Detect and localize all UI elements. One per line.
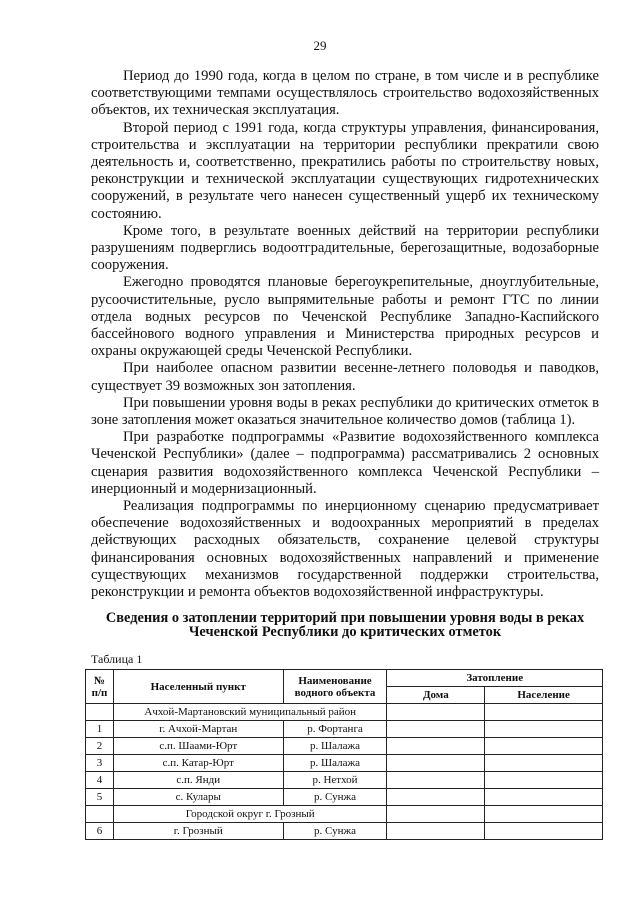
group-row (86, 704, 603, 721)
body-text (91, 68, 599, 601)
group-houses (387, 704, 485, 721)
table-caption: Таблица 1 (91, 652, 143, 666)
row-houses (387, 721, 485, 738)
table-row (86, 823, 603, 840)
row-houses (387, 755, 485, 772)
row-population (485, 755, 603, 772)
paragraph: Кроме того, в результате военных действий на территории республики разрушениям подверглись водоотградительные, берегозащитные, водозаборные сооружения. (91, 222, 599, 274)
row-settlement: г. Грозный (113, 823, 283, 840)
row-num: 3 (86, 755, 114, 772)
row-population (485, 823, 603, 840)
group-label: Городской округ г. Грозный (113, 806, 387, 823)
header-settlement: Населенный пункт (113, 670, 283, 704)
paragraph: При повышении уровня воды в реках республики до критических отметок в зоне затопления может оказаться значительное количество домов (таблица 1). (91, 394, 599, 429)
row-num: 1 (86, 721, 114, 738)
group-spacer (86, 806, 114, 823)
row-population (485, 721, 603, 738)
row-water-body: р. Нетхой (283, 772, 387, 789)
table-row (86, 721, 603, 738)
row-settlement: с. Кулары (113, 789, 283, 806)
row-water-body: р. Сунжа (283, 823, 387, 840)
group-houses (387, 806, 485, 823)
row-houses (387, 772, 485, 789)
header-flooding: Затопление (387, 670, 603, 687)
row-num: 2 (86, 738, 114, 755)
paragraph: Второй период с 1991 года, когда структуры управления, финансирования, строительства и эксплуатации на территории республики прекратили свою деятельность и, соответственно, прекратились работы по строительству новых, реконструкции и технической эксплуатации существующих гидротехнических сооружений, в результате чего нанесен существенный ущерб их техническому состоянию. (91, 119, 599, 222)
row-num: 5 (86, 789, 114, 806)
row-water-body: р. Сунжа (283, 789, 387, 806)
header-houses: Дома (387, 687, 485, 704)
flooding-table (85, 669, 603, 840)
header-water-body: Наименование водного объекта (283, 670, 387, 704)
table-row (86, 755, 603, 772)
group-spacer (86, 704, 114, 721)
page-number: 29 (313, 38, 327, 53)
paragraph: Период до 1990 года, когда в целом по стране, в том числе и в республике соответствующими темпами осуществлялось строительство водохозяйственных объектов, их техническая эксплуатация. (91, 68, 599, 119)
table-row (86, 789, 603, 806)
paragraph: Реализация подпрограммы по инерционному сценарию предусматривает обеспечение водохозяйственных и водоохранных мероприятий в пределах действующих расходных обязательств, сохранение целевой структуры финансирования основных водохозяйственных направлений и применение существующих механизмов государственной поддержки строительства, реконструкции и ремонта объектов водохозяйственной инфраструктуры. (91, 498, 599, 601)
header-num: № п/п (86, 670, 114, 704)
row-settlement: с.п. Катар-Юрт (113, 755, 283, 772)
group-label: Ачхой-Мартановский муниципальный район (113, 704, 387, 721)
row-water-body: р. Фортанга (283, 721, 387, 738)
group-row (86, 806, 603, 823)
row-population (485, 738, 603, 755)
row-population (485, 789, 603, 806)
paragraph: При разработке подпрограммы «Развитие водохозяйственного комплекса Чеченской Республики» (далее – подпрограмма) рассматривались 2 основных сценария развития водохозяйственного комплекса Чеченской Республики – инерционный и модернизационный. (91, 429, 599, 497)
paragraph: При наиболее опасном развитии весенне-летнего половодья и паводков, существует 39 возможных зон затопления. (91, 360, 599, 394)
section-title: Сведения о затоплении территорий при повышении уровня воды в реках Чеченской Республики до критических отметок (105, 610, 585, 640)
paragraph: Ежегодно проводятся плановые берегоукрепительные, дноуглубительные, русоочистительные, русло выпрямительные работы и ремонт ГТС по линии отдела водных ресурсов по Чеченской Республике Западно-Каспийского бассейнового водного управления и Министерства природных ресурсов и охраны окружающей среды Чеченской Республики. (91, 274, 599, 360)
row-num: 6 (86, 823, 114, 840)
table-row (86, 772, 603, 789)
row-water-body: р. Шалажа (283, 738, 387, 755)
row-population (485, 772, 603, 789)
row-settlement: с.п. Шаами-Юрт (113, 738, 283, 755)
group-population (485, 806, 603, 823)
row-num: 4 (86, 772, 114, 789)
row-settlement: г. Ачхой-Мартан (113, 721, 283, 738)
table-row (86, 738, 603, 755)
row-settlement: с.п. Янди (113, 772, 283, 789)
table-header-row (86, 670, 603, 687)
header-population: Население (485, 687, 603, 704)
row-water-body: р. Шалажа (283, 755, 387, 772)
row-houses (387, 789, 485, 806)
row-houses (387, 738, 485, 755)
group-population (485, 704, 603, 721)
row-houses (387, 823, 485, 840)
